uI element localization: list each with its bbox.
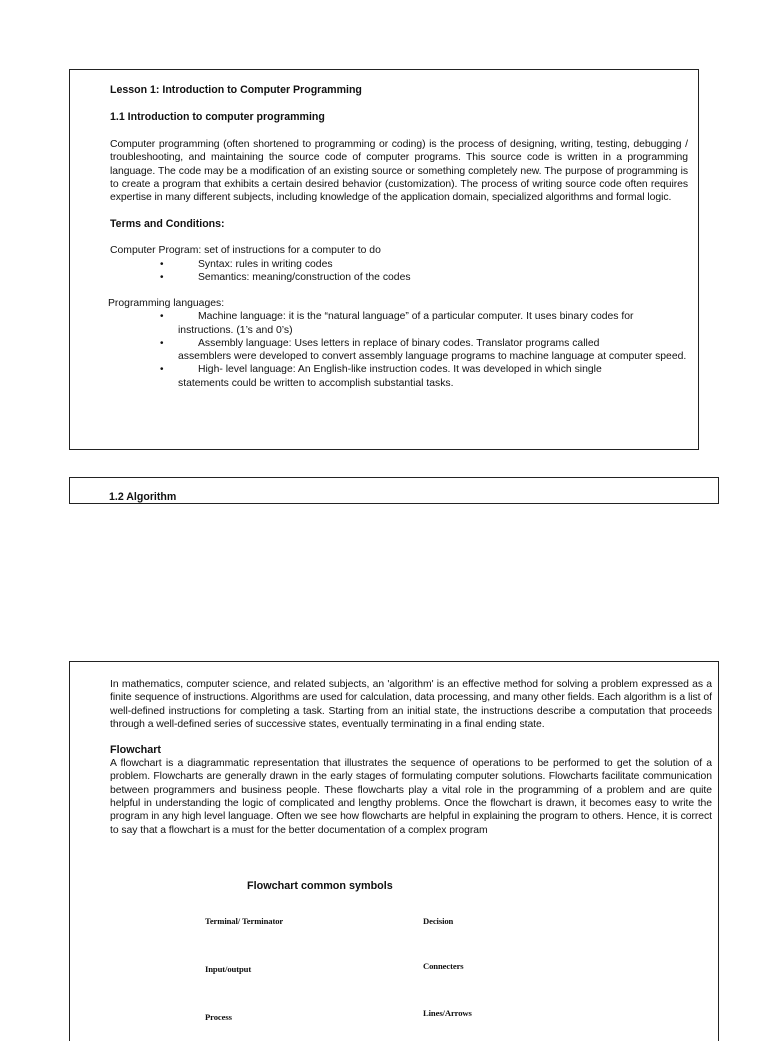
flowchart-symbols-title: Flowchart common symbols xyxy=(247,880,393,892)
intro-paragraph: Computer programming (often shortened to programming or coding) is the process of designing, writing, testing, debugging / troubleshooting, and maintaining the source code of computer programs. This source code is written in a programming language. The code may be a modification of an existing source or something completely new. The purpose of programming is to create a program that exhibits a certain desired behavior (customization). The process of writing source code often requires expertise in many different subjects, including knowledge of the application domain, specialized algorithms and formal logic. xyxy=(110,139,688,204)
bullet-icon: • xyxy=(160,271,164,283)
bullet-text-semantics: Semantics: meaning/construction of the codes xyxy=(198,271,411,283)
high-level-language-text: High- level language: An English-like instruction codes. It was developed in which single xyxy=(198,364,602,376)
section-1-1-heading: 1.1 Introduction to computer programming xyxy=(110,111,325,123)
machine-language-text-cont: instructions. (1’s and 0’s) xyxy=(178,324,293,336)
list-item xyxy=(110,363,688,389)
flowchart-paragraph: A flowchart is a diagrammatic representation that illustrates the sequence of operations to be performed to get the solution of a problem. Flowcharts are generally drawn in the early stages of formulating computer solutions. Flowcharts facilitate communication between programmers and business people. These flowcharts play a vital role in the programming of a problem and are quite helpful in understanding the logic of complicated and lengthy problems. Once the flowchart is drawn, it becomes easy to write the program in any high level language. Often we see how flowcharts are helpful in explaining the program to others. Hence, it is correct to say that a flowchart is a must for the better documentation of a complex program xyxy=(110,758,712,836)
bullet-icon: • xyxy=(160,258,164,270)
high-level-language-text-cont: statements could be written to accomplish substantial tasks. xyxy=(178,377,454,389)
section-1-2-heading: 1.2 Algorithm xyxy=(109,491,177,503)
program-bullet-list xyxy=(110,258,688,284)
bullet-text-syntax: Syntax: rules in writing codes xyxy=(198,258,333,270)
flowchart-heading: Flowchart xyxy=(110,744,161,757)
machine-language-text: Machine language: it is the “natural language” of a particular computer. It uses binary codes for xyxy=(198,311,634,323)
assembly-language-text: Assembly language: Uses letters in replace of binary codes. Translator programs called xyxy=(198,337,600,349)
computer-program-definition: Computer Program: set of instructions for a computer to do xyxy=(110,245,381,257)
list-item xyxy=(110,258,688,271)
symbol-label-lines-arrows: Lines/Arrows xyxy=(423,1008,472,1018)
symbol-label-process: Process xyxy=(205,1012,232,1022)
list-item xyxy=(110,271,688,284)
symbol-label-decision: Decision xyxy=(423,916,454,926)
symbol-label-input-output: Input/output xyxy=(205,964,252,974)
bullet-icon: • xyxy=(160,311,164,323)
symbol-label-connectors: Connecters xyxy=(423,961,464,971)
list-item xyxy=(110,337,688,363)
list-item xyxy=(110,310,688,336)
bullet-icon: • xyxy=(160,337,164,349)
algorithm-content-box xyxy=(69,661,719,1041)
symbol-label-terminal: Terminal/ Terminator xyxy=(205,916,284,926)
assembly-language-text-cont: assemblers were developed to convert assembly language programs to machine language at computer speed. xyxy=(178,351,687,363)
algorithm-heading-box xyxy=(69,477,719,504)
terms-heading: Terms and Conditions: xyxy=(110,218,225,231)
algorithm-paragraph: In mathematics, computer science, and related subjects, an 'algorithm' is an effective method for solving a problem expressed as a finite sequence of instructions. Algorithms are used for calculation, data processing, and many other fields. Each algorithm is a list of well-defined instructions for completing a task. Starting from an initial state, the instructions describe a computation that proceeds through a well-defined series of successive states, eventually terminating in a final ending state. xyxy=(110,679,712,730)
lesson-intro-content xyxy=(110,83,688,390)
lesson-title: Lesson 1: Introduction to Computer Programming xyxy=(110,84,362,96)
languages-bullet-list xyxy=(110,310,688,389)
algorithm-content xyxy=(110,678,712,850)
lesson-intro-box xyxy=(69,69,699,450)
languages-heading: Programming languages: xyxy=(108,298,225,310)
bullet-icon: • xyxy=(160,364,164,376)
